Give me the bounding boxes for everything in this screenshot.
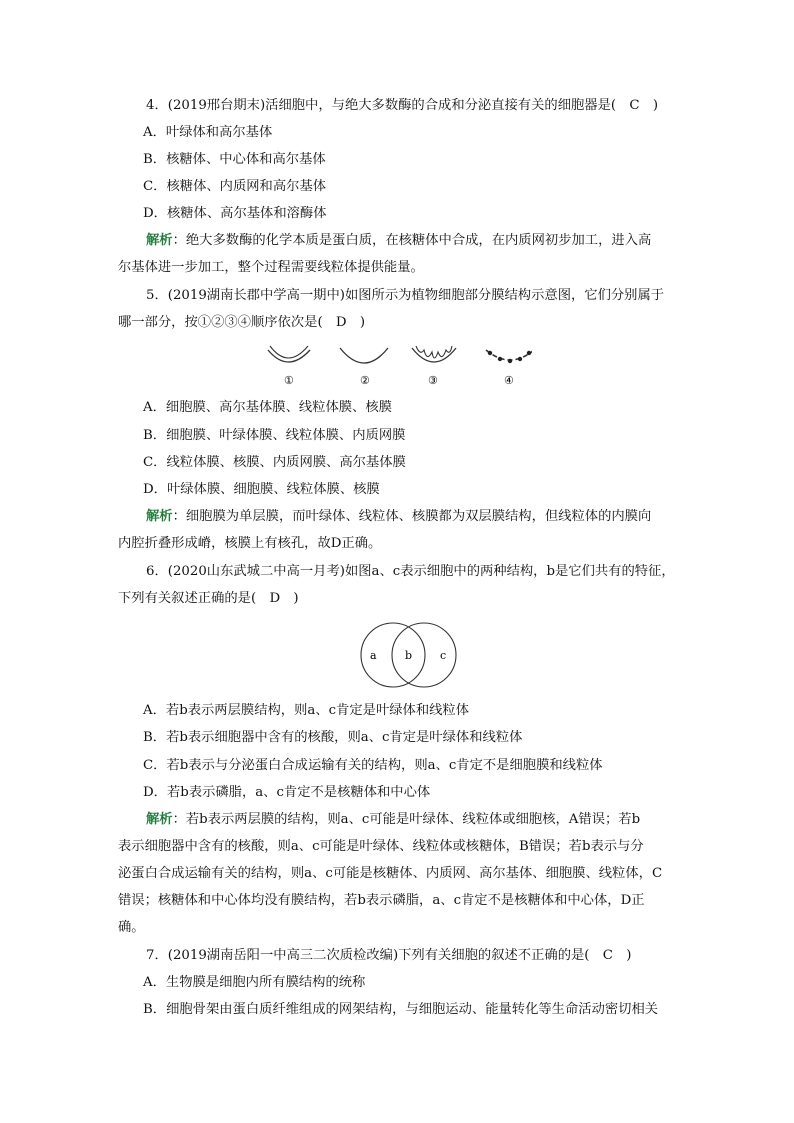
- q6-option-d: D．若b表示磷脂，a、c肯定不是核糖体和中心体: [143, 785, 431, 800]
- q5-option-b: B．细胞膜、叶绿体膜、线粒体膜、内质网膜: [143, 428, 406, 443]
- analysis-label: 解析: [146, 509, 173, 524]
- q6-stem-line-1: 6．(2020山东武城二中高一月考)如图a、c表示细胞中的两种结构，b是它们共有的特征，: [146, 564, 675, 579]
- q6-option-c: C．若b表示与分泌蛋白合成运输有关的结构，则a、c肯定不是细胞膜和线粒体: [143, 758, 603, 773]
- q7-option-a: A．生物膜是细胞内所有膜结构的统称: [143, 975, 366, 990]
- q4-stem: 4．(2019邢台期末)活细胞中，与绝大多数酶的合成和分泌直接有关的细胞器是( C ): [146, 98, 659, 113]
- membrane-1: [268, 346, 310, 362]
- analysis-label: 解析: [146, 812, 173, 827]
- venn-diagram: [358, 618, 460, 690]
- q4-analysis-line-1: ：绝大多数酶的化学本质是蛋白质，在核糖体中合成，在内质网初步加工，进入高: [172, 233, 652, 248]
- q5-analysis: [146, 508, 651, 526]
- q4-option-b: B．核糖体、中心体和高尔基体: [143, 152, 326, 167]
- q4-option-c: C．核糖体、内质网和高尔基体: [143, 179, 327, 194]
- q5-stem-line-1: 5．(2019湖南长郡中学高一期中)如图所示为植物细胞部分膜结构示意图，它们分别属于: [146, 288, 665, 303]
- q6-option-b: B．若b表示细胞器中含有的核酸，则a、c肯定是叶绿体和线粒体: [143, 730, 523, 745]
- q7-option-b: B．细胞骨架由蛋白质纤维组成的网架结构，与细胞运动、能量转化等生命活动密切相关: [143, 1002, 659, 1017]
- q5-analysis-line-1: ：细胞膜为单层膜，而叶绿体、线粒体、核膜都为双层膜结构，但线粒体的内膜向: [172, 509, 652, 524]
- q6-analysis-line-3: 泌蛋白合成运输有关的结构，则a、c可能是核糖体、内质网、高尔基体、细胞膜、线粒体，C: [118, 866, 663, 881]
- q5-option-a: A．细胞膜、高尔基体膜、线粒体膜、核膜: [143, 400, 392, 415]
- figure-label-3: ③: [428, 374, 438, 387]
- q6-analysis-line-2: 表示细胞器中含有的核酸，则a、c可能是叶绿体、线粒体或核糖体，B错误；若b表示与分: [118, 839, 644, 854]
- venn-label-a: a: [370, 649, 377, 662]
- q6-analysis: [146, 811, 640, 829]
- membrane-2: [340, 348, 388, 363]
- q6-analysis-line-4: 错误；核糖体和中心体均没有膜结构，若b表示磷脂，a、c肯定不是核糖体和中心体，D正: [118, 893, 645, 908]
- q6-analysis-line-5: 确。: [118, 920, 145, 935]
- q6-stem-line-2: 下列有关叙述正确的是( D ): [118, 591, 299, 606]
- q6-option-a: A．若b表示两层膜结构，则a、c肯定是叶绿体和线粒体: [143, 703, 470, 718]
- q4-analysis: [146, 232, 651, 250]
- figure-label-2: ②: [360, 374, 370, 387]
- figure-label-4: ④: [504, 374, 514, 387]
- q4-option-d: D．核糖体、高尔基体和溶酶体: [143, 206, 327, 221]
- membrane-3: [412, 346, 456, 362]
- membrane-figure: [262, 344, 532, 388]
- q4-analysis-line-2: 尔基体进一步加工，整个过程需要线粒体提供能量。: [118, 260, 424, 275]
- venn-circle-c: [392, 623, 456, 687]
- figure-label-1: ①: [284, 374, 294, 387]
- membrane-4: [486, 350, 532, 363]
- q7-stem: 7．(2019湖南岳阳一中高三二次质检改编)下列有关细胞的叙述不正确的是( C ): [146, 948, 632, 963]
- q6-analysis-line-1: ：若b表示两层膜的结构，则a、c可能是叶绿体、线粒体或细胞核，A错误；若b: [172, 812, 641, 827]
- q5-option-c: C．线粒体膜、核膜、内质网膜、高尔基体膜: [143, 455, 406, 470]
- q5-option-d: D．叶绿体膜、细胞膜、线粒体膜、核膜: [143, 482, 380, 497]
- q5-analysis-line-2: 内腔折叠形成嵴，核膜上有核孔，故D正确。: [118, 536, 382, 551]
- q5-stem-line-2: 哪一部分，按①②③④顺序依次是( D ): [118, 315, 366, 330]
- analysis-label: 解析: [146, 233, 173, 248]
- venn-label-b: b: [405, 649, 413, 662]
- q4-option-a: A．叶绿体和高尔基体: [143, 125, 273, 140]
- venn-label-c: c: [440, 649, 447, 662]
